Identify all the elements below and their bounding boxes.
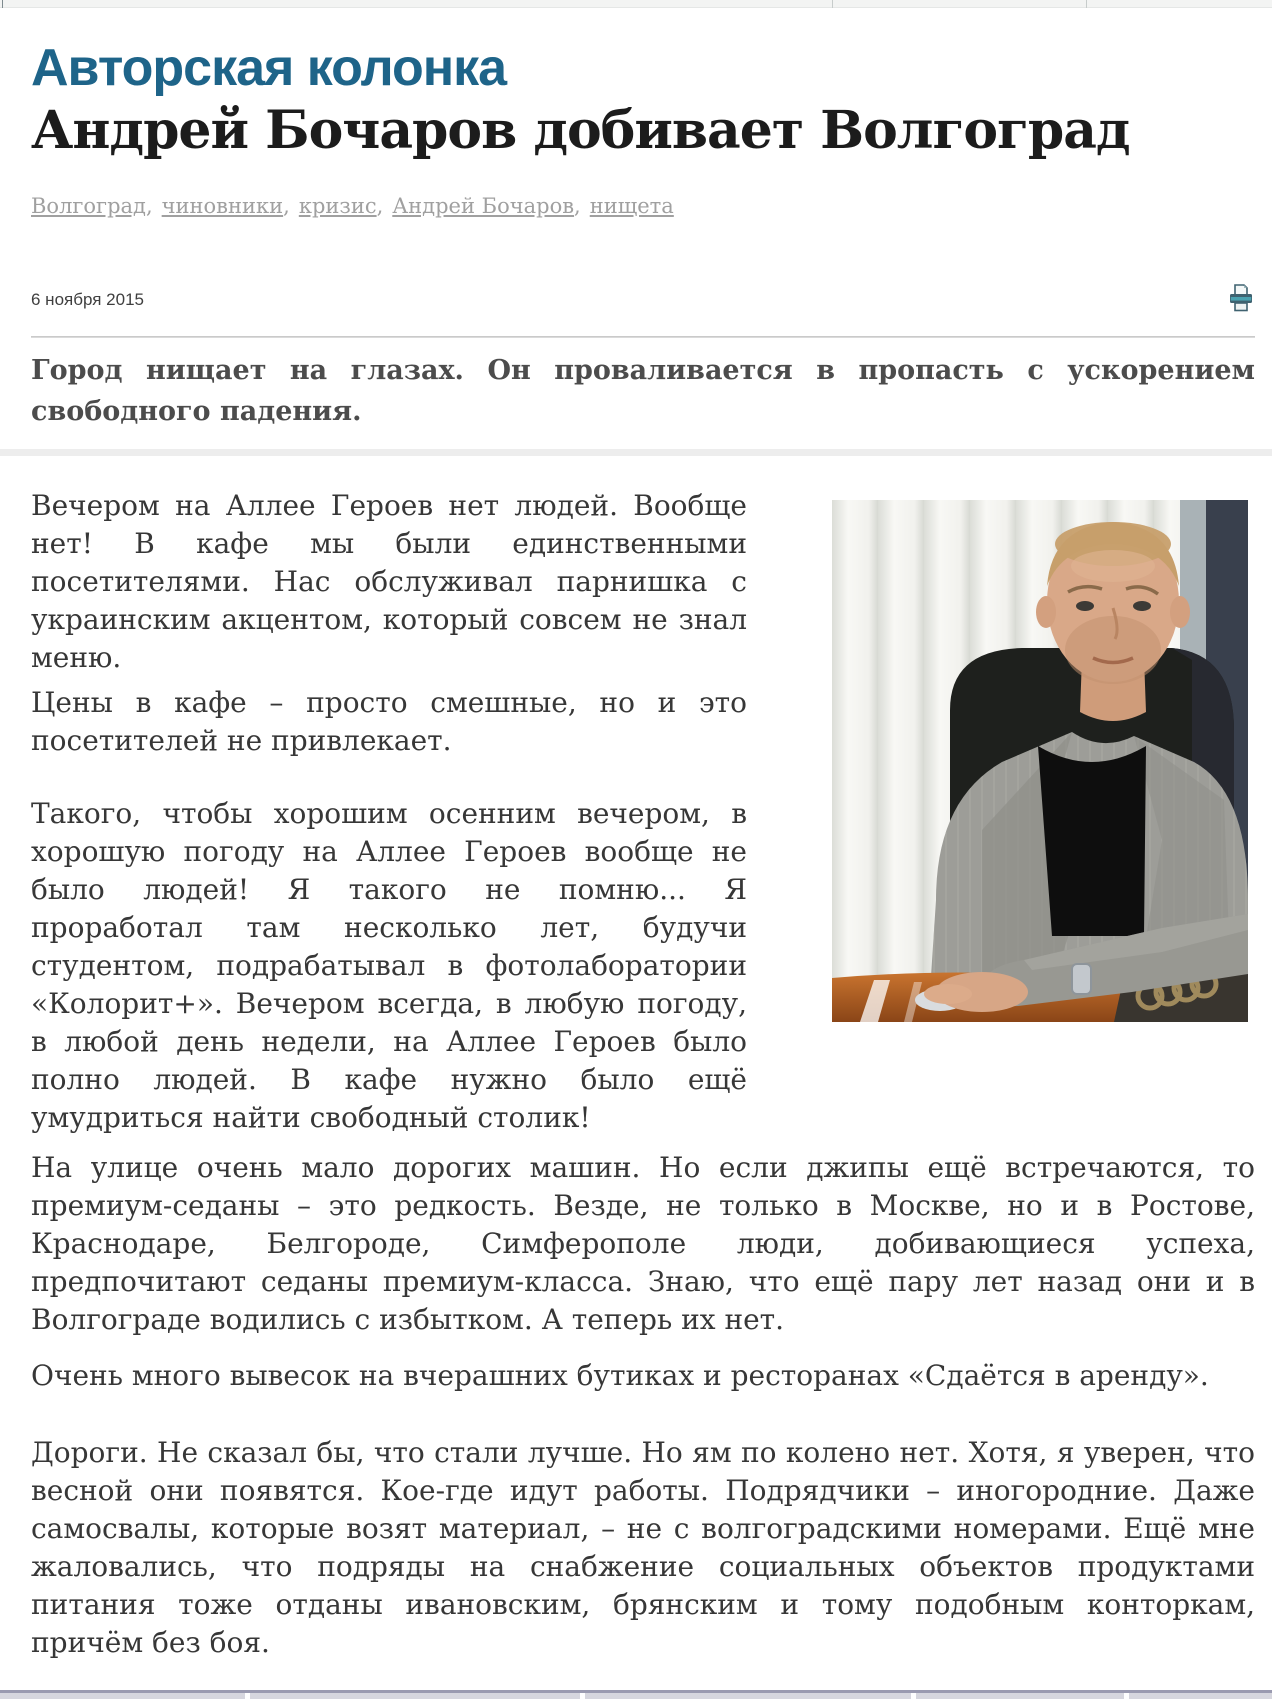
top-strip-divider (832, 0, 833, 8)
paragraph-3: Такого, чтобы хорошим осенним вечером, в хорошую погоду на Аллее Героев вообще не было людей! Я такого не помню... Я проработал там несколько лет, будучи студентом, подрабатывал в фотолаборатории «Колорит+». Вечером всегда, в любую погоду, в любой день недели, на Аллее Героев было полно людей. В кафе нужно было ещё умудриться найти свободный столик! (31, 797, 747, 1134)
bottom-bar-segment (916, 1693, 1124, 1699)
tag-link-volgograd[interactable]: Волгоград (31, 194, 146, 218)
tag-separator: , (574, 194, 581, 218)
print-button[interactable] (1229, 284, 1253, 312)
printer-icon (1229, 284, 1253, 312)
tags-row (31, 194, 1255, 218)
tag-link-chinovniki[interactable]: чиновники (161, 194, 284, 218)
paragraph-2: Цены в кафе – просто смешные, но и это посетителей не привлекает. (31, 686, 747, 757)
bottom-bar-segment (250, 1693, 580, 1699)
tag-separator: , (376, 194, 384, 218)
bottom-bar-segment (585, 1693, 911, 1699)
article-photo (832, 500, 1248, 1022)
tag-separator: , (283, 194, 290, 218)
top-strip-divider (1086, 0, 1087, 8)
tag-link-krizis[interactable]: кризис (298, 194, 377, 218)
tag-separator: , (145, 194, 153, 218)
tag-link-nisheta[interactable]: нищета (589, 194, 674, 218)
article-lead: Город нищает на глазах. Он проваливается в пропасть с ускорением свободного падения. (31, 355, 1255, 427)
bottom-bar-segment (0, 1693, 245, 1699)
article-date: 6 ноября 2015 (31, 290, 144, 309)
date-row (31, 282, 1255, 316)
photo-illustration (832, 500, 1248, 1022)
tag-link-bocharov[interactable]: Андрей Бочаров (392, 194, 575, 218)
paragraph-6: Дороги. Не сказал бы, что стали лучше. Но ям по колено нет. Хотя, я уверен, что весной они появятся. Кое-где идут работы. Подрядчики – иногородние. Даже самосвалы, которые возят материал, – не с волгоградскими номерами. Ещё мне жаловались, что подряды на снабжение социальных объектов продуктами питания тоже отданы ивановским, брянским и тому подобным конторкам, причём без боя. (31, 1436, 1255, 1659)
title-divider (31, 336, 1255, 338)
section-divider (0, 449, 1272, 456)
paragraph-5: Очень много вывесок на вчерашних бутиках и ресторанах «Сдаётся в аренду». (31, 1359, 1209, 1392)
top-strip-divider (2, 0, 3, 8)
article-title: Андрей Бочаров добивает Волгоград (31, 100, 1130, 161)
section-title: Авторская колонка (31, 39, 507, 97)
paragraph-4: На улице очень мало дорогих машин. Но если джипы ещё встречаются, то премиум-седаны – это редкость. Везде, не только в Москве, но и в Ростове, Краснодаре, Белгороде, Симферополе люди, добивающиеся успеха, предпочитают седаны премиум-класса. Знаю, что ещё пару лет назад они и в Волгограде водились с избытком. А теперь их нет. (31, 1151, 1255, 1336)
paragraph-1: Вечером на Аллее Героев нет людей. Вообще нет! В кафе мы были единственными посетителями. Нас обслуживал парнишка с украинским акцентом, который совсем не знал меню. (31, 489, 747, 674)
top-border-strip (0, 0, 1272, 8)
bottom-bar-segment (1129, 1693, 1272, 1699)
